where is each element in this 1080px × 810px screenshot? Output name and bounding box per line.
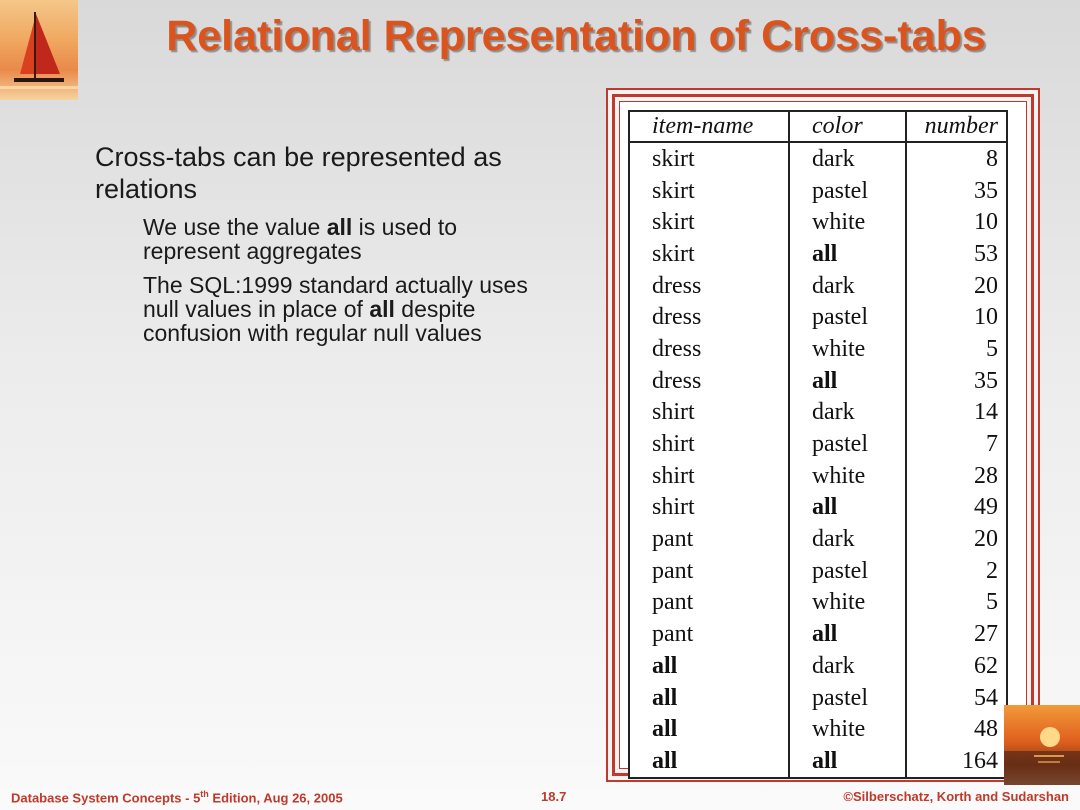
table-row	[629, 460, 1007, 492]
table-row	[629, 745, 1007, 778]
cell-number: 10	[906, 301, 1007, 333]
cell-item-name: skirt	[629, 238, 789, 270]
cell-color: dark	[789, 397, 906, 429]
cell-number: 54	[906, 682, 1007, 714]
cell-color: white	[789, 333, 906, 365]
bullet-sub-2-before: The SQL:1999 standard actually uses null values in place of	[143, 272, 528, 322]
table-row	[629, 682, 1007, 714]
cell-number: 20	[906, 270, 1007, 302]
bullet-sub-2	[143, 273, 545, 345]
cell-item-name: all	[629, 650, 789, 682]
cell-item-name: shirt	[629, 460, 789, 492]
cell-color: all	[789, 618, 906, 650]
cell-item-name: dress	[629, 301, 789, 333]
cell-color: pastel	[789, 301, 906, 333]
table-row	[629, 175, 1007, 207]
cell-color: all	[789, 492, 906, 524]
slide-title: Relational Representation of Cross-tabs	[166, 12, 986, 60]
table-row	[629, 301, 1007, 333]
header-item-name: item-name	[629, 111, 789, 142]
table-row	[629, 333, 1007, 365]
table-row	[629, 523, 1007, 555]
table-row	[629, 428, 1007, 460]
cell-color: dark	[789, 650, 906, 682]
cross-tab-relation-table	[628, 110, 1008, 779]
table-header-row	[629, 111, 1007, 142]
bullet-sub-1-bold: all	[326, 214, 353, 240]
table-row	[629, 238, 1007, 270]
cell-item-name: pant	[629, 618, 789, 650]
cell-number: 10	[906, 206, 1007, 238]
table-row	[629, 555, 1007, 587]
cell-number: 164	[906, 745, 1007, 778]
cell-number: 27	[906, 618, 1007, 650]
cell-color: pastel	[789, 555, 906, 587]
cell-color: white	[789, 460, 906, 492]
table-row	[629, 492, 1007, 524]
cell-item-name: shirt	[629, 428, 789, 460]
cell-item-name: skirt	[629, 206, 789, 238]
bullet-sub-2-after: despite confusion with regular null values	[143, 296, 482, 346]
cell-color: all	[789, 745, 906, 778]
cell-number: 35	[906, 365, 1007, 397]
bullet-sub-1	[143, 215, 545, 263]
cell-item-name: all	[629, 682, 789, 714]
cell-item-name: dress	[629, 333, 789, 365]
header-color: color	[789, 111, 906, 142]
bullet-sub-1-after: is used to represent aggregates	[143, 214, 458, 264]
cell-item-name: shirt	[629, 492, 789, 524]
footer	[0, 789, 1080, 809]
table-row	[629, 365, 1007, 397]
cell-color: all	[789, 238, 906, 270]
cell-item-name: dress	[629, 270, 789, 302]
cell-item-name: skirt	[629, 142, 789, 175]
table-row	[629, 618, 1007, 650]
cell-number: 20	[906, 523, 1007, 555]
cell-item-name: pant	[629, 555, 789, 587]
bullet-list	[95, 141, 545, 345]
cell-number: 2	[906, 555, 1007, 587]
cell-item-name: dress	[629, 365, 789, 397]
cell-item-name: skirt	[629, 175, 789, 207]
cell-number: 14	[906, 397, 1007, 429]
footer-book-title: Database System Concepts - 5th Edition, Aug 26, 2005	[11, 789, 343, 806]
bullet-main: Cross-tabs can be represented as relations	[95, 142, 502, 204]
cell-number: 8	[906, 142, 1007, 175]
table-row	[629, 650, 1007, 682]
table-row	[629, 142, 1007, 175]
table-body	[629, 142, 1007, 778]
bullet-sub-2-bold: all	[369, 296, 395, 322]
cell-number: 48	[906, 713, 1007, 745]
table-frame	[606, 88, 1040, 782]
cell-color: dark	[789, 523, 906, 555]
cell-number: 49	[906, 492, 1007, 524]
cell-color: pastel	[789, 175, 906, 207]
header-number: number	[906, 111, 1007, 142]
cell-color: white	[789, 587, 906, 619]
cell-color: white	[789, 713, 906, 745]
table-row	[629, 713, 1007, 745]
cell-item-name: all	[629, 713, 789, 745]
cell-color: dark	[789, 270, 906, 302]
cell-number: 62	[906, 650, 1007, 682]
cell-item-name: shirt	[629, 397, 789, 429]
sunset-image	[1004, 705, 1080, 785]
cell-item-name: pant	[629, 523, 789, 555]
cell-color: pastel	[789, 428, 906, 460]
cell-number: 5	[906, 587, 1007, 619]
cell-item-name: all	[629, 745, 789, 778]
cell-number: 7	[906, 428, 1007, 460]
cell-number: 53	[906, 238, 1007, 270]
cell-item-name: pant	[629, 587, 789, 619]
cell-color: dark	[789, 142, 906, 175]
table-row	[629, 587, 1007, 619]
cell-number: 5	[906, 333, 1007, 365]
table-row	[629, 270, 1007, 302]
cell-color: all	[789, 365, 906, 397]
footer-page-number: 18.7	[541, 789, 567, 804]
table-row	[629, 206, 1007, 238]
sailboat-logo	[0, 0, 78, 100]
bullet-sub-1-before: We use the value	[143, 214, 327, 240]
footer-copyright: ©Silberschatz, Korth and Sudarshan	[843, 789, 1069, 804]
cell-number: 28	[906, 460, 1007, 492]
cell-color: white	[789, 206, 906, 238]
table-row	[629, 397, 1007, 429]
cell-number: 35	[906, 175, 1007, 207]
cell-color: pastel	[789, 682, 906, 714]
